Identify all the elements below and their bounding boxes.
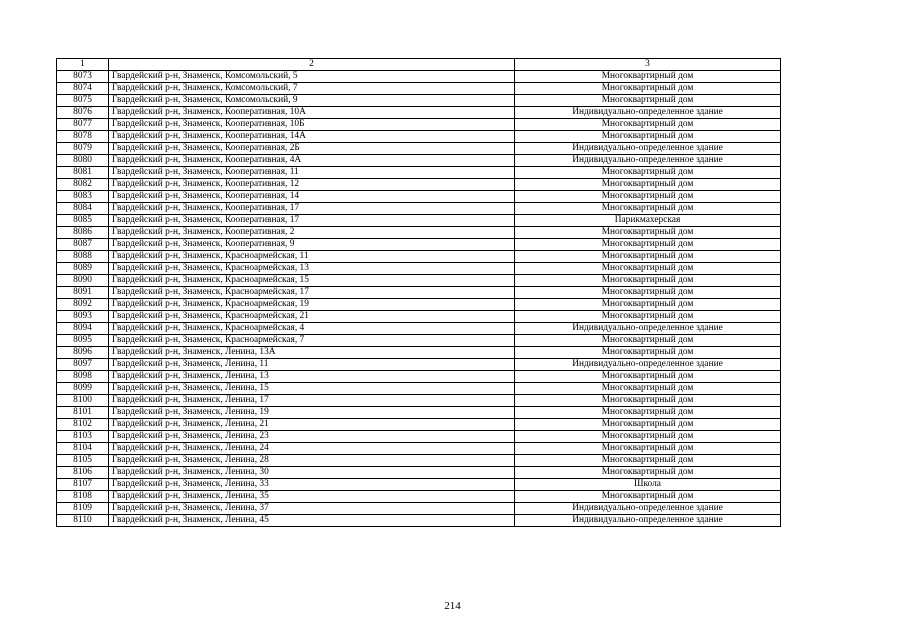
table-row [57, 215, 781, 227]
table-row [57, 443, 781, 455]
table-row [57, 347, 781, 359]
address-cell: Гвардейский р-н, Знаменск, Ленина, 13А [109, 347, 515, 359]
table-row [57, 71, 781, 83]
row-number-cell: 8100 [57, 395, 109, 407]
address-cell: Гвардейский р-н, Знаменск, Красноармейская, 21 [109, 311, 515, 323]
object-type-cell: Многоквартирный дом [515, 383, 781, 395]
object-type-cell: Индивидуально-определенное здание [515, 359, 781, 371]
table-row [57, 203, 781, 215]
row-number-cell: 8089 [57, 263, 109, 275]
object-type-cell: Многоквартирный дом [515, 287, 781, 299]
address-cell: Гвардейский р-н, Знаменск, Комсомольский, 5 [109, 71, 515, 83]
row-number-cell: 8086 [57, 227, 109, 239]
address-cell: Гвардейский р-н, Знаменск, Кооперативная, 2Б [109, 143, 515, 155]
row-number-cell: 8102 [57, 419, 109, 431]
object-type-cell: Индивидуально-определенное здание [515, 323, 781, 335]
address-cell: Гвардейский р-н, Знаменск, Ленина, 45 [109, 515, 515, 527]
object-type-cell: Многоквартирный дом [515, 83, 781, 95]
object-type-cell: Парикмахерская [515, 215, 781, 227]
address-cell: Гвардейский р-н, Знаменск, Кооперативная, 10Б [109, 119, 515, 131]
row-number-cell: 8081 [57, 167, 109, 179]
row-number-cell: 8103 [57, 431, 109, 443]
object-type-cell: Многоквартирный дом [515, 95, 781, 107]
address-cell: Гвардейский р-н, Знаменск, Красноармейская, 4 [109, 323, 515, 335]
row-number-cell: 8073 [57, 71, 109, 83]
object-type-cell: Многоквартирный дом [515, 491, 781, 503]
address-cell: Гвардейский р-н, Знаменск, Ленина, 21 [109, 419, 515, 431]
row-number-cell: 8074 [57, 83, 109, 95]
table-row [57, 143, 781, 155]
address-cell: Гвардейский р-н, Знаменск, Ленина, 17 [109, 395, 515, 407]
table-row [57, 359, 781, 371]
object-type-cell: Многоквартирный дом [515, 263, 781, 275]
row-number-cell: 8107 [57, 479, 109, 491]
table-row [57, 479, 781, 491]
address-cell: Гвардейский р-н, Знаменск, Комсомольский, 7 [109, 83, 515, 95]
row-number-cell: 8101 [57, 407, 109, 419]
object-type-cell: Индивидуально-определенное здание [515, 515, 781, 527]
address-cell: Гвардейский р-н, Знаменск, Ленина, 24 [109, 443, 515, 455]
table-row [57, 131, 781, 143]
address-cell: Гвардейский р-н, Знаменск, Кооперативная, 17 [109, 215, 515, 227]
object-type-cell: Многоквартирный дом [515, 239, 781, 251]
table-row [57, 395, 781, 407]
table-header-row [57, 59, 781, 71]
address-cell: Гвардейский р-н, Знаменск, Ленина, 35 [109, 491, 515, 503]
object-type-cell: Индивидуально-определенное здание [515, 143, 781, 155]
object-type-cell: Индивидуально-определенное здание [515, 107, 781, 119]
object-type-cell: Многоквартирный дом [515, 191, 781, 203]
address-cell: Гвардейский р-н, Знаменск, Ленина, 15 [109, 383, 515, 395]
address-cell: Гвардейский р-н, Знаменск, Кооперативная, 17 [109, 203, 515, 215]
object-type-cell: Многоквартирный дом [515, 251, 781, 263]
object-type-cell: Многоквартирный дом [515, 407, 781, 419]
table-row [57, 275, 781, 287]
row-number-cell: 8093 [57, 311, 109, 323]
row-number-cell: 8078 [57, 131, 109, 143]
row-number-cell: 8104 [57, 443, 109, 455]
column-header-address: 2 [109, 59, 515, 71]
address-cell: Гвардейский р-н, Знаменск, Ленина, 30 [109, 467, 515, 479]
address-cell: Гвардейский р-н, Знаменск, Красноармейская, 19 [109, 299, 515, 311]
table-row [57, 155, 781, 167]
table-row [57, 311, 781, 323]
table-row [57, 431, 781, 443]
address-cell: Гвардейский р-н, Знаменск, Кооперативная, 14А [109, 131, 515, 143]
table-row [57, 95, 781, 107]
row-number-cell: 8106 [57, 467, 109, 479]
object-type-cell: Многоквартирный дом [515, 431, 781, 443]
row-number-cell: 8077 [57, 119, 109, 131]
row-number-cell: 8087 [57, 239, 109, 251]
object-type-cell: Многоквартирный дом [515, 371, 781, 383]
address-cell: Гвардейский р-н, Знаменск, Кооперативная, 2 [109, 227, 515, 239]
address-cell: Гвардейский р-н, Знаменск, Красноармейская, 15 [109, 275, 515, 287]
table-row [57, 419, 781, 431]
table-row [57, 167, 781, 179]
address-cell: Гвардейский р-н, Знаменск, Ленина, 23 [109, 431, 515, 443]
row-number-cell: 8098 [57, 371, 109, 383]
column-header-number: 1 [57, 59, 109, 71]
address-cell: Гвардейский р-н, Знаменск, Кооперативная, 4А [109, 155, 515, 167]
table-row [57, 119, 781, 131]
row-number-cell: 8096 [57, 347, 109, 359]
row-number-cell: 8076 [57, 107, 109, 119]
table-row [57, 179, 781, 191]
row-number-cell: 8095 [57, 335, 109, 347]
address-cell: Гвардейский р-н, Знаменск, Кооперативная, 12 [109, 179, 515, 191]
table-row [57, 239, 781, 251]
table-row [57, 251, 781, 263]
object-type-cell: Многоквартирный дом [515, 455, 781, 467]
object-type-cell: Многоквартирный дом [515, 167, 781, 179]
object-type-cell: Многоквартирный дом [515, 311, 781, 323]
table-row [57, 515, 781, 527]
row-number-cell: 8090 [57, 275, 109, 287]
table-row [57, 287, 781, 299]
table-row [57, 299, 781, 311]
table-row [57, 107, 781, 119]
address-cell: Гвардейский р-н, Знаменск, Красноармейская, 7 [109, 335, 515, 347]
address-cell: Гвардейский р-н, Знаменск, Красноармейская, 13 [109, 263, 515, 275]
table-row [57, 455, 781, 467]
row-number-cell: 8105 [57, 455, 109, 467]
object-type-cell: Многоквартирный дом [515, 71, 781, 83]
address-cell: Гвардейский р-н, Знаменск, Ленина, 19 [109, 407, 515, 419]
row-number-cell: 8110 [57, 515, 109, 527]
object-type-cell: Многоквартирный дом [515, 299, 781, 311]
object-type-cell: Многоквартирный дом [515, 467, 781, 479]
object-type-cell: Индивидуально-определенное здание [515, 503, 781, 515]
table-row [57, 227, 781, 239]
column-header-object-type: 3 [515, 59, 781, 71]
address-cell: Гвардейский р-н, Знаменск, Кооперативная, 10А [109, 107, 515, 119]
object-type-cell: Многоквартирный дом [515, 227, 781, 239]
table-row [57, 467, 781, 479]
registry-table [56, 58, 781, 527]
row-number-cell: 8094 [57, 323, 109, 335]
row-number-cell: 8109 [57, 503, 109, 515]
row-number-cell: 8079 [57, 143, 109, 155]
address-cell: Гвардейский р-н, Знаменск, Кооперативная, 11 [109, 167, 515, 179]
row-number-cell: 8084 [57, 203, 109, 215]
row-number-cell: 8088 [57, 251, 109, 263]
address-cell: Гвардейский р-н, Знаменск, Комсомольский, 9 [109, 95, 515, 107]
row-number-cell: 8092 [57, 299, 109, 311]
object-type-cell: Многоквартирный дом [515, 419, 781, 431]
row-number-cell: 8091 [57, 287, 109, 299]
object-type-cell: Многоквартирный дом [515, 131, 781, 143]
address-cell: Гвардейский р-н, Знаменск, Красноармейская, 11 [109, 251, 515, 263]
address-cell: Гвардейский р-н, Знаменск, Ленина, 13 [109, 371, 515, 383]
object-type-cell: Школа [515, 479, 781, 491]
address-cell: Гвардейский р-н, Знаменск, Кооперативная, 9 [109, 239, 515, 251]
table-body [57, 59, 781, 527]
object-type-cell: Многоквартирный дом [515, 203, 781, 215]
address-cell: Гвардейский р-н, Знаменск, Ленина, 37 [109, 503, 515, 515]
table-row [57, 191, 781, 203]
object-type-cell: Индивидуально-определенное здание [515, 155, 781, 167]
row-number-cell: 8099 [57, 383, 109, 395]
object-type-cell: Многоквартирный дом [515, 335, 781, 347]
row-number-cell: 8083 [57, 191, 109, 203]
address-cell: Гвардейский р-н, Знаменск, Ленина, 33 [109, 479, 515, 491]
address-cell: Гвардейский р-н, Знаменск, Кооперативная, 14 [109, 191, 515, 203]
table-row [57, 335, 781, 347]
table-row [57, 503, 781, 515]
table-row [57, 263, 781, 275]
object-type-cell: Многоквартирный дом [515, 395, 781, 407]
address-cell: Гвардейский р-н, Знаменск, Ленина, 28 [109, 455, 515, 467]
row-number-cell: 8097 [57, 359, 109, 371]
object-type-cell: Многоквартирный дом [515, 119, 781, 131]
table-row [57, 407, 781, 419]
table-row [57, 83, 781, 95]
row-number-cell: 8085 [57, 215, 109, 227]
object-type-cell: Многоквартирный дом [515, 347, 781, 359]
row-number-cell: 8075 [57, 95, 109, 107]
table-row [57, 323, 781, 335]
table-row [57, 371, 781, 383]
row-number-cell: 8082 [57, 179, 109, 191]
address-cell: Гвардейский р-н, Знаменск, Ленина, 11 [109, 359, 515, 371]
object-type-cell: Многоквартирный дом [515, 275, 781, 287]
row-number-cell: 8080 [57, 155, 109, 167]
object-type-cell: Многоквартирный дом [515, 443, 781, 455]
address-cell: Гвардейский р-н, Знаменск, Красноармейская, 17 [109, 287, 515, 299]
table-row [57, 383, 781, 395]
table-row [57, 491, 781, 503]
object-type-cell: Многоквартирный дом [515, 179, 781, 191]
row-number-cell: 8108 [57, 491, 109, 503]
page-number: 214 [444, 600, 461, 612]
